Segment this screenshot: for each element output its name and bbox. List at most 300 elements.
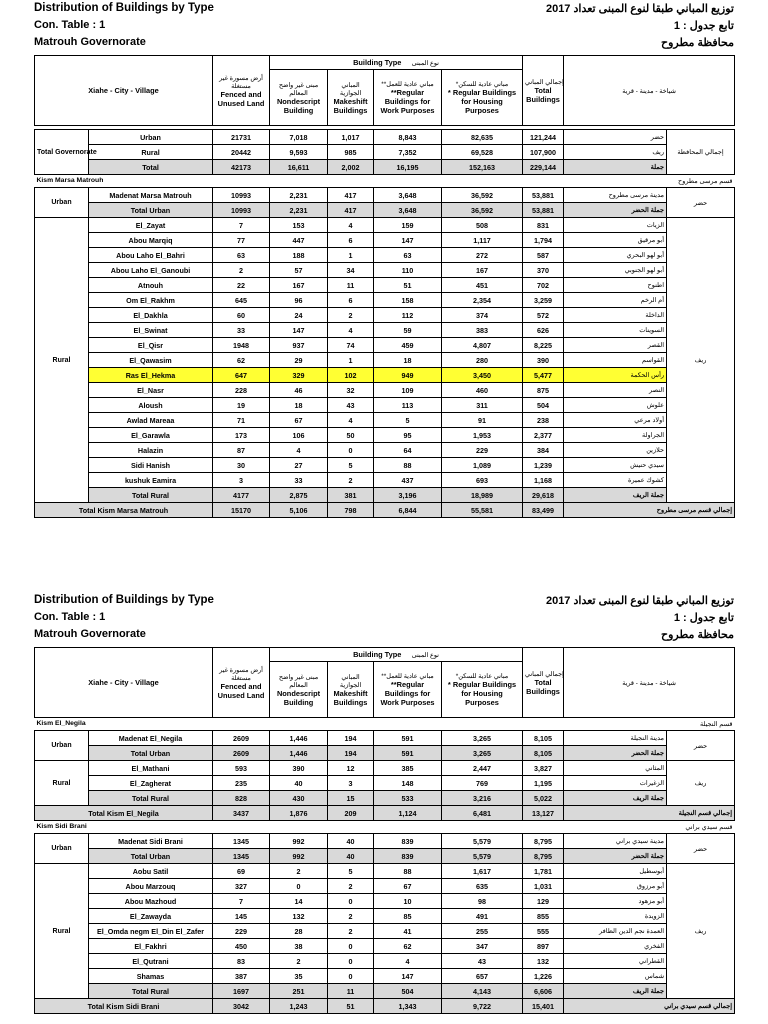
cell-fenced: 3437	[213, 806, 270, 821]
cell-housing: 383	[442, 323, 523, 338]
cell-housing: 69,528	[442, 145, 523, 160]
row-name-ar: أبو مرقيق	[564, 233, 667, 248]
row-name: Awlad Mareaa	[89, 413, 213, 428]
group-label: Rural	[35, 864, 89, 999]
cell-fenced: 2609	[213, 746, 270, 761]
cell-work: 385	[374, 761, 442, 776]
row-name: El_Swinat	[89, 323, 213, 338]
cell-makeshift: 4	[328, 323, 374, 338]
cell-housing: 769	[442, 776, 523, 791]
row-name-ar: سيدي حنيش	[564, 458, 667, 473]
page-title-ar: توزيع المباني طبقا لنوع المبنى تعداد 2017	[545, 3, 734, 15]
row-name: El_Zagherat	[89, 776, 213, 791]
row-name: Abou Marqiq	[89, 233, 213, 248]
cell-work: 148	[374, 776, 442, 791]
cell-nondesc: 27	[270, 458, 328, 473]
cell-housing: 1,617	[442, 864, 523, 879]
cell-housing: 36,592	[442, 188, 523, 203]
cell-fenced: 1345	[213, 834, 270, 849]
cell-fenced: 593	[213, 761, 270, 776]
cell-work: 533	[374, 791, 442, 806]
cell-fenced: 228	[213, 383, 270, 398]
section-title-ar: قسم النجيلة	[699, 721, 733, 728]
cell-makeshift: 194	[328, 746, 374, 761]
cell-nondesc: 16,611	[270, 160, 328, 175]
row-name: Total Kism Sidi Brani	[35, 999, 213, 1014]
row-name: Urban	[89, 130, 213, 145]
row-name: El_Qisr	[89, 338, 213, 353]
cell-fenced: 83	[213, 954, 270, 969]
cell-work: 839	[374, 834, 442, 849]
table-row	[35, 308, 735, 323]
cell-nondesc: 38	[270, 939, 328, 954]
cell-nondesc: 57	[270, 263, 328, 278]
cell-nondesc: 430	[270, 791, 328, 806]
table-row	[35, 145, 735, 160]
cell-makeshift: 1,017	[328, 130, 374, 145]
row-name: El_Zayat	[89, 218, 213, 233]
cell-makeshift: 0	[328, 939, 374, 954]
cell-makeshift: 2	[328, 308, 374, 323]
header-place-ar: شياخة - مدينة - قرية	[564, 56, 735, 126]
row-name-ar: مدينة سيدي براني	[564, 834, 667, 849]
cell-housing: 9,722	[442, 999, 523, 1014]
cell-total: 1,794	[523, 233, 564, 248]
cell-work: 839	[374, 849, 442, 864]
cell-fenced: 1345	[213, 849, 270, 864]
row-name-ar: أولاد مرعي	[564, 413, 667, 428]
cell-fenced: 828	[213, 791, 270, 806]
cell-makeshift: 0	[328, 954, 374, 969]
cell-housing: 311	[442, 398, 523, 413]
cell-total: 875	[523, 383, 564, 398]
cell-work: 3,196	[374, 488, 442, 503]
cell-housing: 255	[442, 924, 523, 939]
cell-nondesc: 251	[270, 984, 328, 999]
cell-fenced: 71	[213, 413, 270, 428]
cell-housing: 167	[442, 263, 523, 278]
header-building-type-ar: نوع المبنى	[411, 60, 439, 67]
cell-fenced: 1697	[213, 984, 270, 999]
row-name: Om El_Rakhm	[89, 293, 213, 308]
cell-nondesc: 96	[270, 293, 328, 308]
cell-nondesc: 106	[270, 428, 328, 443]
header-place-en: Xiahe - City - Village	[35, 648, 213, 718]
row-name-ar: المثاني	[564, 761, 667, 776]
cell-makeshift: 798	[328, 503, 374, 518]
cell-total: 1,195	[523, 776, 564, 791]
table-number-ar: تابع جدول : 1	[673, 612, 734, 624]
cell-makeshift: 40	[328, 849, 374, 864]
cell-housing: 1,089	[442, 458, 523, 473]
cell-work: 437	[374, 473, 442, 488]
cell-total: 6,606	[523, 984, 564, 999]
cell-makeshift: 0	[328, 443, 374, 458]
cell-housing: 451	[442, 278, 523, 293]
table-row	[35, 130, 735, 145]
cell-fenced: 87	[213, 443, 270, 458]
table-row	[35, 924, 735, 939]
row-name: El_Zawayda	[89, 909, 213, 924]
governorate-en: Matrouh Governorate	[34, 36, 146, 48]
cell-housing: 1,117	[442, 233, 523, 248]
cell-work: 67	[374, 879, 442, 894]
row-name-ar: أبو مزهود	[564, 894, 667, 909]
cell-work: 41	[374, 924, 442, 939]
row-name: Total Urban	[89, 849, 213, 864]
cell-total: 5,022	[523, 791, 564, 806]
cell-makeshift: 0	[328, 894, 374, 909]
cell-work: 51	[374, 278, 442, 293]
cell-total: 1,168	[523, 473, 564, 488]
cell-housing: 5,579	[442, 834, 523, 849]
row-name-ar: الزغيرات	[564, 776, 667, 791]
table-row	[35, 909, 735, 924]
cell-makeshift: 40	[328, 834, 374, 849]
cell-work: 4	[374, 954, 442, 969]
row-name: Total Rural	[89, 488, 213, 503]
cell-total: 831	[523, 218, 564, 233]
cell-total: 504	[523, 398, 564, 413]
cell-work: 63	[374, 248, 442, 263]
cell-fenced: 22	[213, 278, 270, 293]
group-label-ar: حضر	[667, 731, 735, 761]
row-name-ar: مدينة مرسى مطروح	[564, 188, 667, 203]
row-name-ar: القواسم	[564, 353, 667, 368]
cell-work: 147	[374, 233, 442, 248]
header-total-ar: إجمالي المباني	[525, 78, 564, 86]
cell-fenced: 7	[213, 894, 270, 909]
cell-nondesc: 40	[270, 776, 328, 791]
page-2	[34, 594, 734, 1014]
cell-work: 109	[374, 383, 442, 398]
group-label: Rural	[35, 761, 89, 806]
row-name-ar: أبو مرزوق	[564, 879, 667, 894]
header-total-en: Total Buildings	[526, 85, 560, 104]
cell-total: 5,477	[523, 368, 564, 383]
cell-total: 13,127	[523, 806, 564, 821]
table-row	[35, 969, 735, 984]
cell-nondesc: 2,231	[270, 188, 328, 203]
section-heading-row	[35, 821, 735, 834]
cell-fenced: 7	[213, 218, 270, 233]
cell-fenced: 69	[213, 864, 270, 879]
row-name-ar: الفخري	[564, 939, 667, 954]
cell-housing: 3,450	[442, 368, 523, 383]
cell-housing: 2,447	[442, 761, 523, 776]
cell-housing: 3,265	[442, 746, 523, 761]
cell-nondesc: 992	[270, 834, 328, 849]
row-name: Total Kism Marsa Matrouh	[35, 503, 213, 518]
row-name-ar: إجمالي قسم مرسى مطروح	[564, 503, 735, 518]
table-row	[35, 160, 735, 175]
header-makeshift: المباني الجوازية Makeshift Buildings	[328, 70, 374, 126]
group-label: Total Governorate	[35, 130, 89, 175]
cell-makeshift: 5	[328, 458, 374, 473]
cell-makeshift: 15	[328, 791, 374, 806]
row-name: El_Qutrani	[89, 954, 213, 969]
cell-total: 555	[523, 924, 564, 939]
table-row	[35, 776, 735, 791]
cell-housing: 347	[442, 939, 523, 954]
cell-housing: 82,635	[442, 130, 523, 145]
row-name: Aobu Satil	[89, 864, 213, 879]
table-row	[35, 203, 735, 218]
cell-fenced: 60	[213, 308, 270, 323]
cell-total: 587	[523, 248, 564, 263]
cell-makeshift: 2	[328, 473, 374, 488]
table-row	[35, 248, 735, 263]
cell-fenced: 3042	[213, 999, 270, 1014]
row-name-ar: إجمالي قسم سيدي براني	[564, 999, 735, 1014]
table-row	[35, 746, 735, 761]
cell-nondesc: 4	[270, 443, 328, 458]
cell-fenced: 19	[213, 398, 270, 413]
cell-total: 2,377	[523, 428, 564, 443]
table-number-en: Con. Table : 1	[34, 611, 106, 623]
cell-work: 7,352	[374, 145, 442, 160]
row-name: El_Omda negm El_Din El_Zafer	[89, 924, 213, 939]
cell-fenced: 62	[213, 353, 270, 368]
cell-fenced: 235	[213, 776, 270, 791]
row-name-ar: القطراني	[564, 954, 667, 969]
row-name-ar: السوينات	[564, 323, 667, 338]
cell-fenced: 10993	[213, 188, 270, 203]
row-name: Rural	[89, 145, 213, 160]
cell-work: 18	[374, 353, 442, 368]
cell-housing: 280	[442, 353, 523, 368]
cell-total: 1,226	[523, 969, 564, 984]
table-row	[35, 293, 735, 308]
cell-fenced: 645	[213, 293, 270, 308]
cell-work: 949	[374, 368, 442, 383]
cell-makeshift: 0	[328, 969, 374, 984]
cell-housing: 98	[442, 894, 523, 909]
cell-total: 8,105	[523, 731, 564, 746]
row-name-ar: كشوك عميرة	[564, 473, 667, 488]
row-name: Madenat Sidi Brani	[89, 834, 213, 849]
cell-makeshift: 3	[328, 776, 374, 791]
cell-total: 897	[523, 939, 564, 954]
cell-total: 626	[523, 323, 564, 338]
cell-makeshift: 381	[328, 488, 374, 503]
cell-nondesc: 329	[270, 368, 328, 383]
cell-total: 370	[523, 263, 564, 278]
cell-fenced: 42173	[213, 160, 270, 175]
cell-work: 6,844	[374, 503, 442, 518]
table-row	[35, 323, 735, 338]
cell-total: 8,105	[523, 746, 564, 761]
page-header-title	[34, 2, 734, 19]
cell-housing: 460	[442, 383, 523, 398]
cell-nondesc: 1,446	[270, 731, 328, 746]
row-name-ar: اطنوح	[564, 278, 667, 293]
cell-housing: 4,143	[442, 984, 523, 999]
table-row	[35, 473, 735, 488]
page-1	[34, 2, 734, 518]
row-name: El_Mathani	[89, 761, 213, 776]
row-name: Total Rural	[89, 984, 213, 999]
cell-nondesc: 1,243	[270, 999, 328, 1014]
kism-total-row	[35, 999, 735, 1014]
cell-nondesc: 28	[270, 924, 328, 939]
table-row	[35, 263, 735, 278]
cell-work: 147	[374, 969, 442, 984]
row-name: Atnouh	[89, 278, 213, 293]
row-name-ar: رأس الحكمة	[564, 368, 667, 383]
buildings-table-1	[34, 55, 735, 518]
cell-fenced: 229	[213, 924, 270, 939]
cell-nondesc: 24	[270, 308, 328, 323]
cell-makeshift: 50	[328, 428, 374, 443]
row-name-ar: جملة الحضر	[564, 746, 667, 761]
row-name-ar: جملة الريف	[564, 984, 667, 999]
cell-nondesc: 67	[270, 413, 328, 428]
cell-makeshift: 74	[328, 338, 374, 353]
row-name-ar: شماس	[564, 969, 667, 984]
cell-housing: 1,953	[442, 428, 523, 443]
row-name: kushuk Eamira	[89, 473, 213, 488]
cell-fenced: 21731	[213, 130, 270, 145]
cell-fenced: 2	[213, 263, 270, 278]
cell-fenced: 77	[213, 233, 270, 248]
cell-nondesc: 2	[270, 864, 328, 879]
cell-housing: 272	[442, 248, 523, 263]
group-label: Rural	[35, 218, 89, 503]
table-row	[35, 413, 735, 428]
cell-nondesc: 132	[270, 909, 328, 924]
cell-makeshift: 1	[328, 248, 374, 263]
header-building-type-en: Building Type	[353, 58, 402, 67]
cell-total: 8,795	[523, 849, 564, 864]
table-row	[35, 984, 735, 999]
cell-nondesc: 2	[270, 954, 328, 969]
cell-fenced: 3	[213, 473, 270, 488]
page-title-en: Distribution of Buildings by Type	[34, 2, 214, 14]
page-header-table	[34, 19, 734, 36]
cell-nondesc: 18	[270, 398, 328, 413]
cell-makeshift: 985	[328, 145, 374, 160]
section-heading-row	[35, 718, 735, 731]
governorate-ar: محافظة مطروح	[661, 37, 734, 49]
row-name-ar: أم الرخم	[564, 293, 667, 308]
header-building-type	[270, 56, 523, 70]
cell-total: 53,881	[523, 188, 564, 203]
row-name: Total Urban	[89, 203, 213, 218]
header-place-ar: شياخة - مدينة - قرية	[564, 648, 735, 718]
table-row	[35, 428, 735, 443]
cell-fenced: 1948	[213, 338, 270, 353]
cell-fenced: 145	[213, 909, 270, 924]
header-regular-housing: *مباني عادية للسكن * Regular Buildings for Housing Purposes	[442, 70, 523, 126]
cell-work: 5	[374, 413, 442, 428]
cell-makeshift: 2	[328, 879, 374, 894]
cell-makeshift: 1	[328, 353, 374, 368]
cell-fenced: 4177	[213, 488, 270, 503]
section-title-en: Kism Marsa Matrouh	[36, 177, 104, 184]
cell-housing: 491	[442, 909, 523, 924]
cell-nondesc: 7,018	[270, 130, 328, 145]
table-row	[35, 939, 735, 954]
kism-total-row	[35, 806, 735, 821]
row-name-ar: الزويدة	[564, 909, 667, 924]
group-label-ar: ريف	[667, 864, 735, 999]
group-label-ar: ريف	[667, 218, 735, 503]
row-name: Total	[89, 160, 213, 175]
cell-work: 95	[374, 428, 442, 443]
table-row	[35, 278, 735, 293]
row-name-ar: أبو لهو الجنوبي	[564, 263, 667, 278]
header-regular-housing: *مباني عادية للسكن * Regular Buildings for Housing Purposes	[442, 662, 523, 718]
section-title-en: Kism Sidi Brani	[36, 823, 87, 830]
cell-fenced: 387	[213, 969, 270, 984]
row-name-ar: الزيات	[564, 218, 667, 233]
kism-total-row	[35, 503, 735, 518]
page-header-title	[34, 594, 734, 611]
cell-work: 158	[374, 293, 442, 308]
row-name: Total Urban	[89, 746, 213, 761]
cell-total: 855	[523, 909, 564, 924]
cell-housing: 635	[442, 879, 523, 894]
cell-work: 88	[374, 864, 442, 879]
header-fenced: أرض مسورة غير مستغلة Fenced and Unused Land	[213, 648, 270, 718]
cell-total: 229,144	[523, 160, 564, 175]
table-row	[35, 761, 735, 776]
row-name-ar: حضر	[564, 130, 667, 145]
row-name: Halazin	[89, 443, 213, 458]
header-total	[523, 56, 564, 126]
table-row	[35, 894, 735, 909]
cell-housing: 4,807	[442, 338, 523, 353]
cell-housing: 55,581	[442, 503, 523, 518]
governorate-ar: محافظة مطروح	[661, 629, 734, 641]
table-row	[35, 233, 735, 248]
cell-total: 3,259	[523, 293, 564, 308]
cell-total: 8,795	[523, 834, 564, 849]
header-fenced-en: Fenced and Unused Land	[217, 89, 265, 108]
cell-housing: 374	[442, 308, 523, 323]
cell-work: 110	[374, 263, 442, 278]
cell-total: 29,618	[523, 488, 564, 503]
cell-makeshift: 6	[328, 293, 374, 308]
table-row	[35, 338, 735, 353]
cell-work: 16,195	[374, 160, 442, 175]
page-title-en: Distribution of Buildings by Type	[34, 594, 214, 606]
row-name: Abou Marzouq	[89, 879, 213, 894]
row-name: Abou Laho El_Bahri	[89, 248, 213, 263]
row-name: Aloush	[89, 398, 213, 413]
header-fenced-ar: أرض مسورة غير مستغلة	[219, 74, 263, 90]
row-name: Ras El_Hekma	[89, 368, 213, 383]
table-row	[35, 383, 735, 398]
cell-work: 159	[374, 218, 442, 233]
row-name-ar: أبو لهو البحري	[564, 248, 667, 263]
row-name-ar: حلازين	[564, 443, 667, 458]
row-name: Total Kism El_Negila	[35, 806, 213, 821]
cell-total: 384	[523, 443, 564, 458]
row-name-ar: إجمالي قسم النجيلة	[564, 806, 735, 821]
row-name-ar: العمدة نجم الدين الظافر	[564, 924, 667, 939]
cell-fenced: 2609	[213, 731, 270, 746]
cell-nondesc: 29	[270, 353, 328, 368]
group-label-ar: حضر	[667, 188, 735, 218]
cell-nondesc: 5,106	[270, 503, 328, 518]
cell-housing: 229	[442, 443, 523, 458]
cell-nondesc: 188	[270, 248, 328, 263]
cell-housing: 5,579	[442, 849, 523, 864]
buildings-table-2	[34, 647, 735, 1014]
cell-makeshift: 34	[328, 263, 374, 278]
